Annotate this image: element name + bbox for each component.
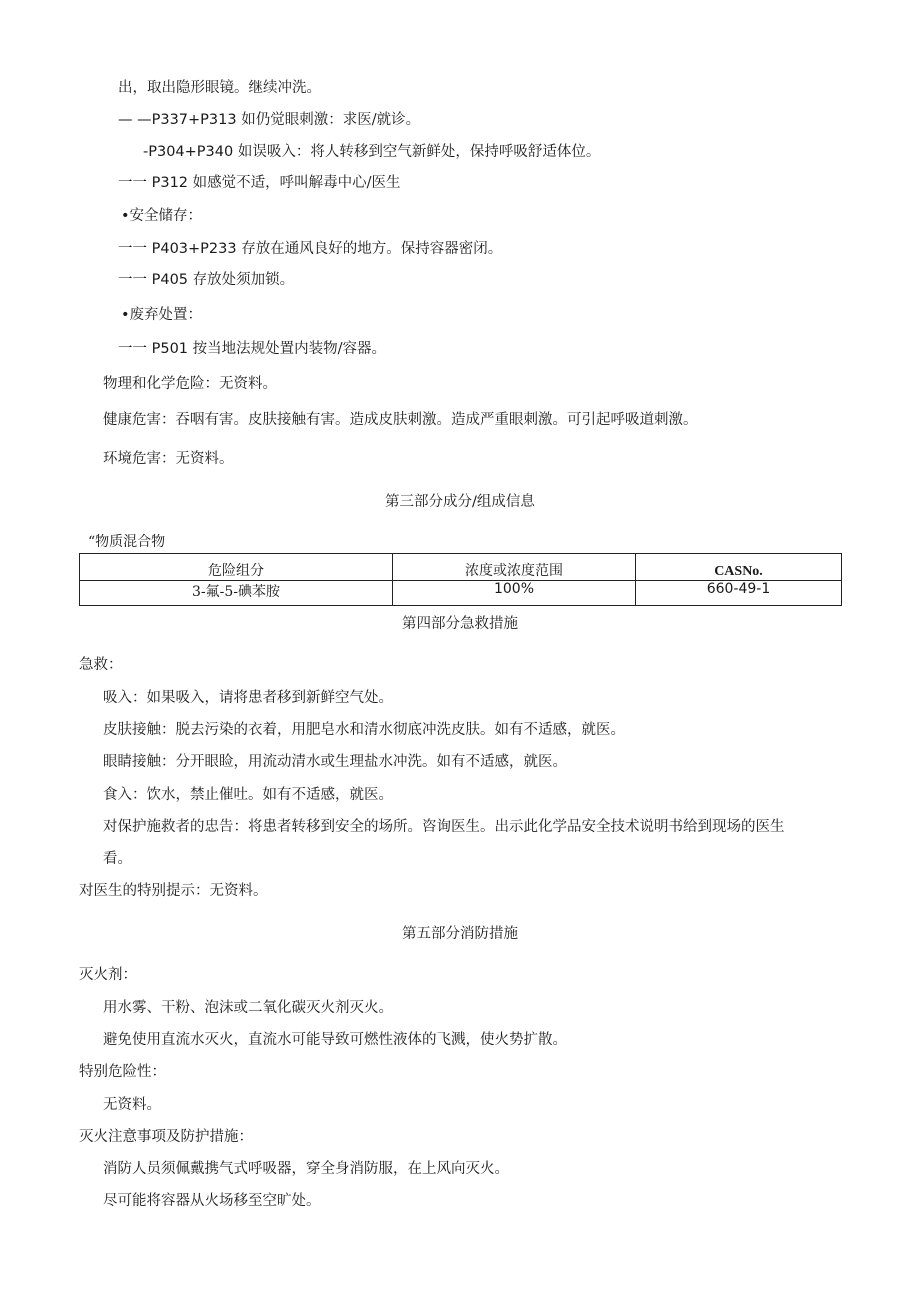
firefighting-precaution-label: 灭火注意事项及防护措施： — [79, 1129, 253, 1145]
firefighting-precaution-line-1: 消防人员须佩戴携气式呼吸器，穿全身消防服，在上风向灭火。 — [103, 1161, 509, 1177]
precaution-line-p337: — —P337+P313 如仍觉眼刺激：求医/就诊。 — [118, 112, 421, 128]
cell-component: 3-氟-5-碘苯胺 — [80, 581, 393, 606]
special-hazard-label: 特别危险性： — [79, 1064, 166, 1080]
skin-contact-line: 皮肤接触：脱去污染的衣着，用肥皂水和清水彻底冲洗皮肤。如有不适感，就医。 — [103, 722, 625, 738]
extinguishing-agent-line-1: 用水雾、干粉、泡沫或二氧化碳灭火剂灭火。 — [103, 1000, 393, 1016]
doctor-note-line: 对医生的特别提示：无资料。 — [79, 883, 268, 899]
firefighting-precaution-line-2: 尽可能将容器从火场移至空旷处。 — [103, 1193, 321, 1209]
header-component: 危险组分 — [80, 554, 393, 581]
special-hazard-value: 无资料。 — [103, 1097, 161, 1113]
precaution-line-eyes-cont: 出，取出隐形眼镜。继续冲洗。 — [118, 80, 321, 96]
health-hazard-line: 健康危害：吞咽有害。皮肤接触有害。造成皮肤刺激。造成严重眼刺激。可引起呼吸道刺激。 — [103, 412, 698, 428]
extinguishing-agent-line-2: 避免使用直流水灭火，直流水可能导致可燃性液体的飞溅，使火势扩散。 — [103, 1032, 567, 1048]
rescuer-advice-line-2: 看。 — [103, 851, 132, 867]
rescuer-advice-line: 对保护施救者的忠告：将患者转移到安全的场所。咨询医生。出示此化学品安全技术说明书给到现场的医生 — [103, 819, 785, 835]
inhalation-line: 吸入：如果吸入，请将患者移到新鲜空气处。 — [103, 690, 393, 706]
cell-concentration: 100% — [393, 581, 636, 606]
header-concentration: 浓度或浓度范围 — [393, 554, 636, 581]
first-aid-label: 急救： — [79, 657, 123, 673]
disposal-item-p501: 一一 P501 按当地法规处置内装物/容器。 — [118, 341, 387, 357]
extinguishing-agent-label: 灭火剂： — [79, 967, 137, 983]
table-row — [80, 581, 842, 606]
eye-contact-line: 眼睛接触：分开眼睑，用流动清水或生理盐水冲洗。如有不适感，就医。 — [103, 754, 567, 770]
section4-title: 第四部分急救措施 — [402, 616, 518, 632]
disposal-label: •废弃处置： — [121, 307, 203, 323]
environment-hazard-line: 环境危害：无资料。 — [103, 451, 234, 467]
section3-title: 第三部分成分/组成信息 — [385, 494, 535, 510]
precaution-line-p312: 一一 P312 如感觉不适，呼叫解毒中心/医生 — [118, 175, 401, 191]
composition-header-row — [80, 554, 842, 581]
header-cas: CASNo. — [636, 554, 842, 581]
composition-table — [79, 553, 842, 606]
storage-item-p405: 一一 P405 存放处须加锁。 — [118, 272, 295, 288]
cell-cas: 660-49-1 — [636, 581, 842, 606]
storage-label: •安全储存： — [121, 208, 203, 224]
precaution-line-p304: -P304+P340 如误吸入：将人转移到空气新鲜处，保持呼吸舒适体位。 — [143, 144, 601, 160]
ingestion-line: 食入：饮水，禁止催吐。如有不适感，就医。 — [103, 787, 393, 803]
substance-type-line: “物质混合物 — [88, 534, 166, 550]
storage-item-p403: 一一 P403+P233 存放在通风良好的地方。保持容器密闭。 — [118, 241, 503, 257]
section5-title: 第五部分消防措施 — [402, 926, 518, 942]
physical-hazard-line: 物理和化学危险：无资料。 — [103, 376, 277, 392]
